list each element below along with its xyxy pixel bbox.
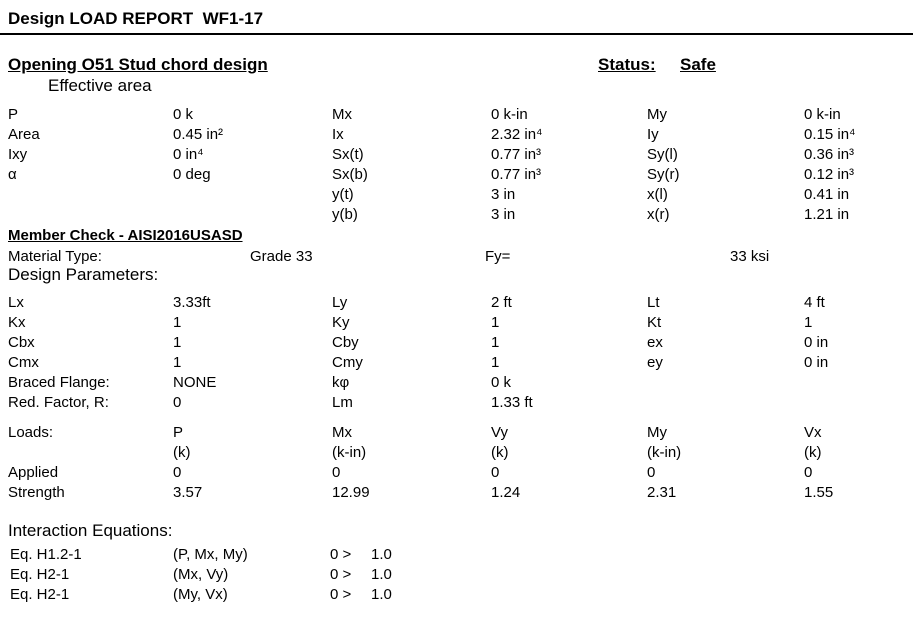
loads-heading: Loads: bbox=[8, 424, 54, 441]
param-label: Kx bbox=[8, 314, 26, 331]
prop-value: 0.77 in³ bbox=[491, 146, 542, 163]
param-label: Lm bbox=[332, 394, 353, 411]
equation-row bbox=[0, 545, 913, 565]
table-row bbox=[0, 373, 913, 393]
prop-value: 0 k-in bbox=[804, 106, 841, 123]
loads-unit: (k) bbox=[804, 444, 822, 461]
equation-row bbox=[0, 585, 913, 605]
param-value: 1 bbox=[173, 314, 182, 331]
param-label: Red. Factor, R: bbox=[8, 394, 109, 411]
prop-label: Iy bbox=[647, 126, 659, 143]
prop-value: 0.12 in³ bbox=[804, 166, 855, 183]
section-heading: Opening O51 Stud chord design bbox=[8, 55, 268, 74]
table-row bbox=[0, 205, 913, 225]
loads-applied-value: 0 bbox=[173, 464, 182, 481]
prop-label: Ix bbox=[332, 126, 344, 143]
equation-limit: 1.0 bbox=[371, 586, 392, 603]
equation-ratio: 0 > bbox=[330, 546, 352, 563]
equation-vars: (P, Mx, My) bbox=[173, 546, 248, 563]
header-divider bbox=[0, 33, 913, 35]
equation-id: Eq. H2-1 bbox=[10, 566, 70, 583]
prop-value: 1.21 in bbox=[804, 206, 850, 223]
prop-label: My bbox=[647, 106, 667, 123]
equation-id: Eq. H2-1 bbox=[10, 586, 70, 603]
param-value: 0 in bbox=[804, 334, 829, 351]
table-row bbox=[0, 353, 913, 373]
prop-label: Sx(b) bbox=[332, 166, 368, 183]
prop-label: Area bbox=[8, 126, 40, 143]
loads-col-header: Vy bbox=[491, 424, 508, 441]
param-label: Kt bbox=[647, 314, 662, 331]
equation-ratio: 0 > bbox=[330, 566, 352, 583]
loads-strength-row bbox=[0, 483, 913, 503]
loads-unit: (k) bbox=[173, 444, 191, 461]
param-label: Braced Flange: bbox=[8, 374, 110, 391]
table-row bbox=[0, 125, 913, 145]
equation-vars: (Mx, Vy) bbox=[173, 566, 229, 583]
param-value: 1 bbox=[173, 354, 182, 371]
prop-label: y(b) bbox=[332, 206, 358, 223]
loads-strength-value: 2.31 bbox=[647, 484, 677, 501]
loads-applied-value: 0 bbox=[491, 464, 500, 481]
loads-strength-value: 12.99 bbox=[332, 484, 370, 501]
prop-value: 3 in bbox=[491, 206, 516, 223]
param-label: ex bbox=[647, 334, 663, 351]
loads-applied-value: 0 bbox=[332, 464, 341, 481]
design-parameters-heading: Design Parameters: bbox=[8, 265, 159, 284]
param-label: Cbx bbox=[8, 334, 35, 351]
equation-limit: 1.0 bbox=[371, 546, 392, 563]
loads-strength-value: 1.55 bbox=[804, 484, 834, 501]
table-row bbox=[0, 313, 913, 333]
param-value: 4 ft bbox=[804, 294, 825, 311]
fy-value: 33 ksi bbox=[730, 248, 770, 265]
param-label: Ly bbox=[332, 294, 348, 311]
applied-label: Applied bbox=[8, 464, 59, 481]
prop-value: 0 in⁴ bbox=[173, 146, 204, 163]
param-value: 1 bbox=[173, 334, 182, 351]
equation-limit: 1.0 bbox=[371, 566, 392, 583]
param-value: NONE bbox=[173, 374, 217, 391]
param-value: 1 bbox=[491, 334, 500, 351]
prop-label: y(t) bbox=[332, 186, 354, 203]
prop-label: Ixy bbox=[8, 146, 28, 163]
param-value: 1.33 ft bbox=[491, 394, 533, 411]
strength-label: Strength bbox=[8, 484, 65, 501]
prop-value: 0.77 in³ bbox=[491, 166, 542, 183]
equation-row bbox=[0, 565, 913, 585]
param-label: Ky bbox=[332, 314, 350, 331]
material-type-label: Material Type: bbox=[8, 248, 102, 265]
param-label: ey bbox=[647, 354, 663, 371]
equation-id: Eq. H1.2-1 bbox=[10, 546, 82, 563]
status-label: Status: bbox=[598, 55, 656, 74]
param-value: 3.33ft bbox=[173, 294, 211, 311]
loads-col-header: Vx bbox=[804, 424, 822, 441]
param-label: Cby bbox=[332, 334, 359, 351]
loads-unit: (k-in) bbox=[647, 444, 682, 461]
prop-value: 0.15 in⁴ bbox=[804, 126, 856, 143]
effective-area-label: Effective area bbox=[48, 76, 152, 95]
param-label: Lx bbox=[8, 294, 24, 311]
prop-label: x(r) bbox=[647, 206, 670, 223]
param-value: 0 bbox=[173, 394, 182, 411]
table-row bbox=[0, 145, 913, 165]
status-badge: Safe bbox=[680, 55, 716, 74]
loads-col-header: P bbox=[173, 424, 184, 441]
report-title: Design LOAD REPORT WF1-17 bbox=[8, 9, 264, 28]
param-value: 1 bbox=[804, 314, 813, 331]
table-row bbox=[0, 185, 913, 205]
prop-value: 0 deg bbox=[173, 166, 211, 183]
param-value: 2 ft bbox=[491, 294, 512, 311]
loads-col-header: Mx bbox=[332, 424, 352, 441]
param-label: Lt bbox=[647, 294, 660, 311]
prop-label: Sx(t) bbox=[332, 146, 364, 163]
prop-value: 2.32 in⁴ bbox=[491, 126, 543, 143]
table-row bbox=[0, 165, 913, 185]
param-value: 0 in bbox=[804, 354, 829, 371]
equation-vars: (My, Vx) bbox=[173, 586, 228, 603]
loads-header-row bbox=[0, 423, 913, 443]
loads-unit: (k-in) bbox=[332, 444, 367, 461]
material-type-value: Grade 33 bbox=[250, 248, 313, 265]
param-label: Cmy bbox=[332, 354, 363, 371]
material-row bbox=[0, 247, 913, 267]
prop-value: 0.45 in² bbox=[173, 126, 224, 143]
loads-col-header: My bbox=[647, 424, 667, 441]
table-row bbox=[0, 393, 913, 413]
table-row bbox=[0, 105, 913, 125]
loads-strength-value: 1.24 bbox=[491, 484, 521, 501]
prop-value: 0.36 in³ bbox=[804, 146, 855, 163]
param-value: 0 k bbox=[491, 374, 512, 391]
member-check-heading: Member Check - AISI2016USASD bbox=[8, 227, 243, 244]
interaction-equations-heading: Interaction Equations: bbox=[8, 521, 173, 540]
param-value: 1 bbox=[491, 314, 500, 331]
fy-label: Fy= bbox=[485, 248, 511, 265]
table-row bbox=[0, 333, 913, 353]
prop-label: x(l) bbox=[647, 186, 668, 203]
param-value: 1 bbox=[491, 354, 500, 371]
loads-strength-value: 3.57 bbox=[173, 484, 203, 501]
loads-applied-value: 0 bbox=[804, 464, 813, 481]
prop-value: 0 k-in bbox=[491, 106, 528, 123]
param-label: kφ bbox=[332, 374, 350, 391]
prop-value: 0.41 in bbox=[804, 186, 850, 203]
prop-value: 0 k bbox=[173, 106, 194, 123]
equation-ratio: 0 > bbox=[330, 586, 352, 603]
prop-value: 3 in bbox=[491, 186, 516, 203]
prop-label: Sy(r) bbox=[647, 166, 680, 183]
loads-units-row bbox=[0, 443, 913, 463]
prop-label: Mx bbox=[332, 106, 352, 123]
loads-unit: (k) bbox=[491, 444, 509, 461]
prop-label: α bbox=[8, 166, 17, 183]
loads-applied-row bbox=[0, 463, 913, 483]
table-row bbox=[0, 293, 913, 313]
param-label: Cmx bbox=[8, 354, 39, 371]
prop-label: Sy(l) bbox=[647, 146, 678, 163]
loads-applied-value: 0 bbox=[647, 464, 656, 481]
prop-label: P bbox=[8, 106, 19, 123]
